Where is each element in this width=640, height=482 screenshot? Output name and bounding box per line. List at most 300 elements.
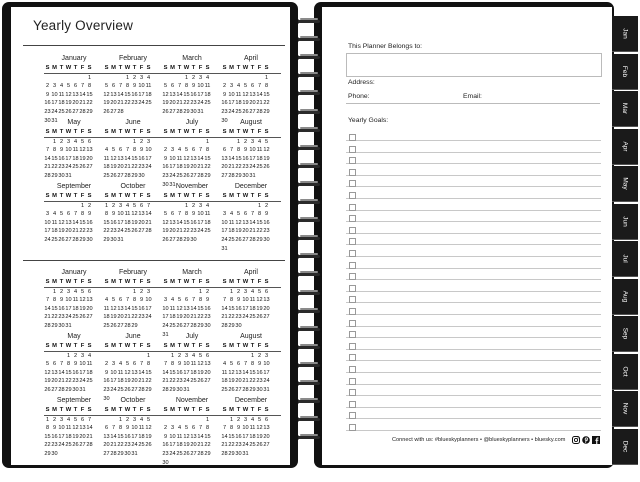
day-number: 18: [58, 100, 65, 107]
day-number: 21: [44, 314, 51, 321]
month-calendar: [44, 182, 104, 248]
day-number: 12: [242, 91, 249, 98]
day-number: 9: [236, 297, 241, 304]
day-number: 28: [176, 108, 183, 115]
pinterest-icon[interactable]: [582, 436, 590, 444]
day-number: [197, 386, 204, 395]
day-number: [169, 459, 176, 468]
day-number: 13: [86, 147, 93, 154]
goal-line[interactable]: [346, 302, 601, 303]
day-number: 13: [169, 219, 176, 226]
day-number: [124, 236, 131, 245]
day-number: 19: [65, 100, 72, 107]
day-number: 12: [183, 433, 190, 440]
tab-apr[interactable]: [612, 129, 638, 165]
weekday-letter: F: [257, 343, 262, 349]
day-number: 28: [197, 450, 204, 457]
day-number: [110, 138, 117, 147]
day-number: 11: [249, 425, 256, 432]
day-number: 16: [190, 219, 197, 226]
day-number: 20: [169, 228, 176, 235]
day-number: 24: [79, 378, 86, 385]
tab-jun[interactable]: [612, 204, 638, 240]
ring-wire: [298, 111, 320, 114]
tab-feb[interactable]: [612, 54, 638, 90]
goal-checkbox[interactable]: [349, 227, 356, 234]
day-number: 11: [204, 211, 211, 218]
weekday-letter: S: [87, 193, 92, 199]
goal-checkbox[interactable]: [349, 343, 356, 350]
weekday-letter: M: [111, 193, 116, 199]
day-number: 1: [125, 74, 130, 81]
week-row: [44, 99, 104, 108]
day-number: 20: [103, 442, 110, 449]
goal-checkbox[interactable]: [349, 320, 356, 327]
goal-line[interactable]: [346, 418, 601, 419]
week-row: [44, 236, 104, 245]
week-row: [103, 313, 163, 322]
weekday-header: [44, 128, 104, 138]
week-row: [44, 377, 104, 386]
ring-wire: [298, 165, 320, 168]
goal-line[interactable]: [346, 291, 601, 292]
day-number: 22: [103, 228, 110, 235]
tab-may[interactable]: [612, 166, 638, 202]
day-number: 13: [169, 91, 176, 98]
goal-line[interactable]: [346, 233, 601, 234]
goal-checkbox[interactable]: [349, 180, 356, 187]
day-number: 3: [45, 211, 50, 218]
day-number: 13: [242, 219, 249, 226]
day-number: 15: [124, 91, 131, 98]
day-number: [256, 450, 263, 459]
day-number: 22: [183, 100, 190, 107]
day-number: 16: [110, 219, 117, 226]
day-number: 20: [51, 378, 58, 385]
goal-line[interactable]: [346, 314, 601, 315]
instagram-icon[interactable]: [572, 436, 580, 444]
day-number: 12: [131, 211, 138, 218]
goal-checkbox[interactable]: [349, 424, 356, 431]
weekday-letter: T: [236, 129, 241, 135]
day-number: 19: [131, 219, 138, 226]
calendar-divider-top: [23, 45, 285, 46]
day-number: 10: [162, 305, 169, 312]
week-row: [44, 433, 104, 442]
goal-line[interactable]: [346, 360, 601, 361]
day-number: 25: [190, 378, 197, 385]
day-number: [110, 416, 117, 425]
day-number: 14: [176, 91, 183, 98]
weekday-letter: M: [229, 279, 234, 285]
day-number: 14: [242, 369, 249, 376]
day-number: 2: [191, 74, 196, 81]
day-number: 7: [177, 211, 182, 218]
day-number: 8: [205, 425, 210, 432]
weekday-letter: T: [191, 407, 196, 413]
goal-checkbox[interactable]: [349, 354, 356, 361]
day-number: 18: [204, 219, 211, 226]
day-number: 10: [51, 91, 58, 98]
day-number: 25: [65, 442, 72, 449]
weekday-letter: W: [65, 193, 72, 199]
goal-checkbox[interactable]: [349, 285, 356, 292]
day-number: 24: [197, 228, 204, 235]
day-number: 21: [249, 228, 256, 235]
day-number: 7: [59, 361, 64, 368]
day-number: 17: [117, 219, 124, 226]
day-number: 24: [65, 314, 72, 321]
day-number: [117, 138, 124, 147]
weekday-letter: W: [242, 279, 249, 285]
day-number: 20: [221, 164, 228, 171]
week-row: [221, 138, 281, 147]
weekday-letter: S: [104, 129, 109, 135]
ring-wire: [298, 38, 320, 41]
day-number: 10: [131, 425, 138, 432]
day-number: 28: [124, 322, 131, 329]
day-number: [103, 74, 110, 83]
goal-line[interactable]: [346, 268, 601, 269]
month-name: August: [240, 333, 262, 340]
day-number: [228, 74, 235, 83]
week-row: [103, 99, 163, 108]
goal-line[interactable]: [346, 140, 601, 141]
day-number: 1: [229, 416, 234, 423]
tab-jan[interactable]: [612, 16, 638, 52]
week-row: [221, 322, 281, 331]
ring-wire: [298, 56, 320, 59]
day-number: [110, 288, 117, 297]
day-number: 30: [72, 386, 79, 393]
day-number: 30: [86, 236, 93, 243]
goal-line[interactable]: [346, 279, 601, 280]
goal-checkbox[interactable]: [349, 296, 356, 303]
day-number: [72, 322, 79, 331]
owner-name-field[interactable]: [346, 53, 602, 77]
day-number: [190, 459, 197, 468]
day-number: 10: [145, 147, 152, 154]
goal-checkbox[interactable]: [349, 401, 356, 408]
day-number: 14: [145, 211, 152, 218]
goal-checkbox[interactable]: [349, 378, 356, 385]
day-number: [44, 202, 51, 211]
goal-checkbox[interactable]: [349, 308, 356, 315]
day-number: 31: [249, 172, 256, 179]
weekday-letter: M: [170, 129, 175, 135]
weekday-header: [162, 342, 222, 352]
day-number: [58, 74, 65, 83]
weekday-letter: M: [229, 343, 234, 349]
goal-line[interactable]: [346, 337, 601, 338]
goal-checkbox[interactable]: [349, 169, 356, 176]
day-number: 7: [243, 361, 248, 368]
day-number: 6: [191, 425, 196, 432]
day-number: 25: [176, 172, 183, 179]
goal-checkbox[interactable]: [349, 204, 356, 211]
day-number: 20: [131, 378, 138, 385]
day-number: 18: [249, 305, 256, 312]
day-number: 16: [235, 305, 242, 312]
tab-dec[interactable]: [612, 429, 638, 465]
day-number: 23: [176, 378, 183, 385]
month-name: November: [175, 397, 209, 404]
goal-checkbox[interactable]: [349, 192, 356, 199]
ring-highlight: [300, 72, 318, 74]
goal-line[interactable]: [346, 384, 601, 385]
day-number: 24: [228, 108, 235, 115]
goal-line[interactable]: [346, 244, 601, 245]
day-number: 23: [58, 314, 65, 321]
day-number: 15: [131, 155, 138, 162]
day-number: 17: [197, 91, 204, 98]
day-number: 22: [124, 100, 131, 107]
goal-line[interactable]: [346, 326, 601, 327]
day-number: 22: [204, 442, 211, 449]
day-number: 8: [118, 425, 123, 432]
day-number: [86, 172, 93, 181]
goal-line[interactable]: [346, 163, 601, 164]
day-number: 8: [229, 425, 234, 432]
goal-line[interactable]: [346, 198, 601, 199]
day-number: 6: [250, 83, 255, 90]
ring-wire: [298, 129, 320, 132]
day-number: 12: [103, 91, 110, 98]
facebook-icon[interactable]: [592, 436, 600, 444]
day-number: 3: [170, 147, 175, 154]
day-number: [176, 202, 183, 211]
day-number: 26: [65, 108, 72, 115]
goal-line[interactable]: [346, 395, 601, 396]
day-number: 20: [204, 369, 211, 376]
day-number: 26: [103, 108, 110, 115]
week-row: [162, 424, 222, 433]
tab-label: Aug: [621, 290, 629, 302]
goal-line[interactable]: [346, 221, 601, 222]
day-number: 14: [249, 219, 256, 226]
day-number: 7: [87, 416, 92, 423]
week-row: [221, 288, 281, 297]
day-number: [190, 288, 197, 297]
goal-checkbox[interactable]: [349, 238, 356, 245]
day-number: 26: [256, 442, 263, 449]
day-number: [72, 74, 79, 83]
tab-sep[interactable]: [612, 316, 638, 352]
tab-oct[interactable]: [612, 354, 638, 390]
spiral-ring: [296, 109, 322, 117]
day-number: [79, 322, 86, 331]
weekday-letter: W: [183, 279, 190, 285]
day-number: 7: [73, 211, 78, 218]
day-number: 18: [86, 369, 93, 376]
day-number: 18: [204, 91, 211, 98]
weekday-header: [44, 192, 104, 202]
day-number: 10: [138, 83, 145, 90]
day-number: [242, 74, 249, 83]
day-number: 7: [118, 83, 123, 90]
weekday-letter: S: [205, 279, 210, 285]
day-number: 5: [184, 147, 189, 154]
week-row: [162, 219, 222, 228]
week-row: [221, 99, 281, 108]
day-number: [145, 322, 152, 331]
day-number: [124, 138, 131, 147]
weekday-letter: S: [45, 279, 50, 285]
day-number: 21: [221, 442, 228, 449]
day-number: [249, 245, 256, 254]
week-row: [103, 433, 163, 442]
day-number: 16: [263, 219, 270, 226]
weekday-header: [221, 64, 281, 74]
day-number: 29: [51, 172, 58, 179]
day-number: 9: [52, 425, 57, 432]
day-number: 20: [138, 219, 145, 226]
day-number: 13: [51, 369, 58, 376]
day-number: 12: [65, 91, 72, 98]
day-number: 27: [190, 172, 197, 179]
tab-aug[interactable]: [612, 279, 638, 315]
goal-checkbox[interactable]: [349, 366, 356, 373]
day-number: 16: [235, 433, 242, 440]
goal-line[interactable]: [346, 407, 601, 408]
goal-line[interactable]: [346, 186, 601, 187]
tab-mar[interactable]: [612, 91, 638, 127]
day-number: 28: [44, 322, 51, 329]
day-number: 1: [66, 352, 71, 359]
weekday-letter: W: [242, 129, 249, 135]
day-number: 16: [103, 378, 110, 385]
day-number: [228, 245, 235, 254]
weekday-letter: T: [191, 129, 196, 135]
day-number: 31: [169, 181, 176, 188]
weekday-letter: W: [124, 65, 131, 71]
goal-line[interactable]: [346, 152, 601, 153]
day-number: 4: [191, 352, 196, 359]
day-number: 30: [263, 236, 270, 243]
goal-checkbox[interactable]: [349, 134, 356, 141]
day-number: [145, 172, 152, 181]
day-number: 3: [139, 74, 144, 81]
day-number: 6: [118, 147, 123, 154]
day-number: 19: [110, 314, 117, 321]
day-number: 22: [145, 378, 152, 385]
weekday-letter: T: [118, 407, 123, 413]
goal-checkbox[interactable]: [349, 215, 356, 222]
week-row: [162, 416, 222, 425]
goal-checkbox[interactable]: [349, 331, 356, 338]
goal-checkbox[interactable]: [349, 146, 356, 153]
week-row: [103, 296, 163, 305]
month-name: March: [182, 55, 202, 62]
day-number: [103, 138, 110, 147]
day-number: 27: [138, 228, 145, 235]
day-number: 27: [263, 442, 270, 449]
weekday-letter: M: [52, 343, 57, 349]
goal-checkbox[interactable]: [349, 262, 356, 269]
day-number: [79, 450, 86, 459]
day-number: 3: [264, 352, 269, 359]
day-number: 26: [235, 236, 242, 243]
day-number: 9: [163, 433, 168, 440]
weekday-letter: F: [139, 65, 144, 71]
day-number: 7: [125, 297, 130, 304]
day-number: 26: [145, 442, 152, 449]
day-number: 5: [80, 288, 85, 295]
day-number: 7: [146, 202, 151, 209]
weekday-letter: W: [65, 343, 72, 349]
tab-nov[interactable]: [612, 391, 638, 427]
day-number: 14: [86, 425, 93, 432]
month-name: November: [175, 183, 209, 190]
ring-highlight: [300, 235, 318, 237]
tab-jul[interactable]: [612, 241, 638, 277]
goal-line[interactable]: [346, 175, 601, 176]
day-number: 25: [169, 322, 176, 329]
goal-checkbox[interactable]: [349, 389, 356, 396]
day-number: 28: [162, 386, 169, 393]
weekday-letter: S: [163, 65, 168, 71]
day-number: 28: [176, 236, 183, 243]
day-number: 1: [257, 202, 262, 209]
day-number: 15: [204, 433, 211, 440]
goal-checkbox[interactable]: [349, 250, 356, 257]
spiral-ring: [296, 290, 322, 298]
spiral-ring: [296, 36, 322, 44]
day-number: [256, 322, 263, 331]
day-number: 29: [145, 386, 152, 393]
ring-wire: [298, 346, 320, 349]
month-name: May: [67, 333, 81, 340]
day-number: [145, 236, 152, 245]
goal-checkbox[interactable]: [349, 157, 356, 164]
goal-checkbox[interactable]: [349, 273, 356, 280]
weekday-letter: S: [205, 343, 210, 349]
weekday-letter: S: [45, 129, 50, 135]
tab-label: Oct: [621, 365, 629, 377]
day-number: [44, 138, 51, 147]
day-number: 24: [145, 164, 152, 171]
day-number: 13: [183, 305, 190, 312]
goal-line[interactable]: [346, 349, 601, 350]
weekday-letter: S: [45, 343, 50, 349]
day-number: 14: [138, 369, 145, 376]
day-number: 19: [235, 228, 242, 235]
day-number: 22: [183, 228, 190, 235]
day-number: 6: [66, 211, 71, 218]
goal-checkbox[interactable]: [349, 412, 356, 419]
weekday-letter: W: [124, 129, 131, 135]
day-number: 2: [264, 202, 269, 209]
weekday-letter: W: [242, 193, 249, 199]
goal-line[interactable]: [346, 430, 601, 431]
day-number: 20: [242, 228, 249, 235]
day-number: 7: [257, 83, 262, 90]
week-row: [44, 288, 104, 297]
weekday-header: [103, 192, 163, 202]
week-row: [44, 416, 104, 425]
month-calendar: [162, 332, 222, 398]
day-number: [124, 352, 131, 361]
day-number: 11: [176, 155, 183, 162]
goal-line[interactable]: [346, 256, 601, 257]
ring-wire: [298, 364, 320, 367]
week-row: [44, 82, 104, 91]
ring-wire: [298, 183, 320, 186]
goal-line[interactable]: [346, 210, 601, 211]
goal-line[interactable]: [346, 372, 601, 373]
week-row: [44, 163, 104, 172]
day-number: 9: [45, 91, 50, 98]
